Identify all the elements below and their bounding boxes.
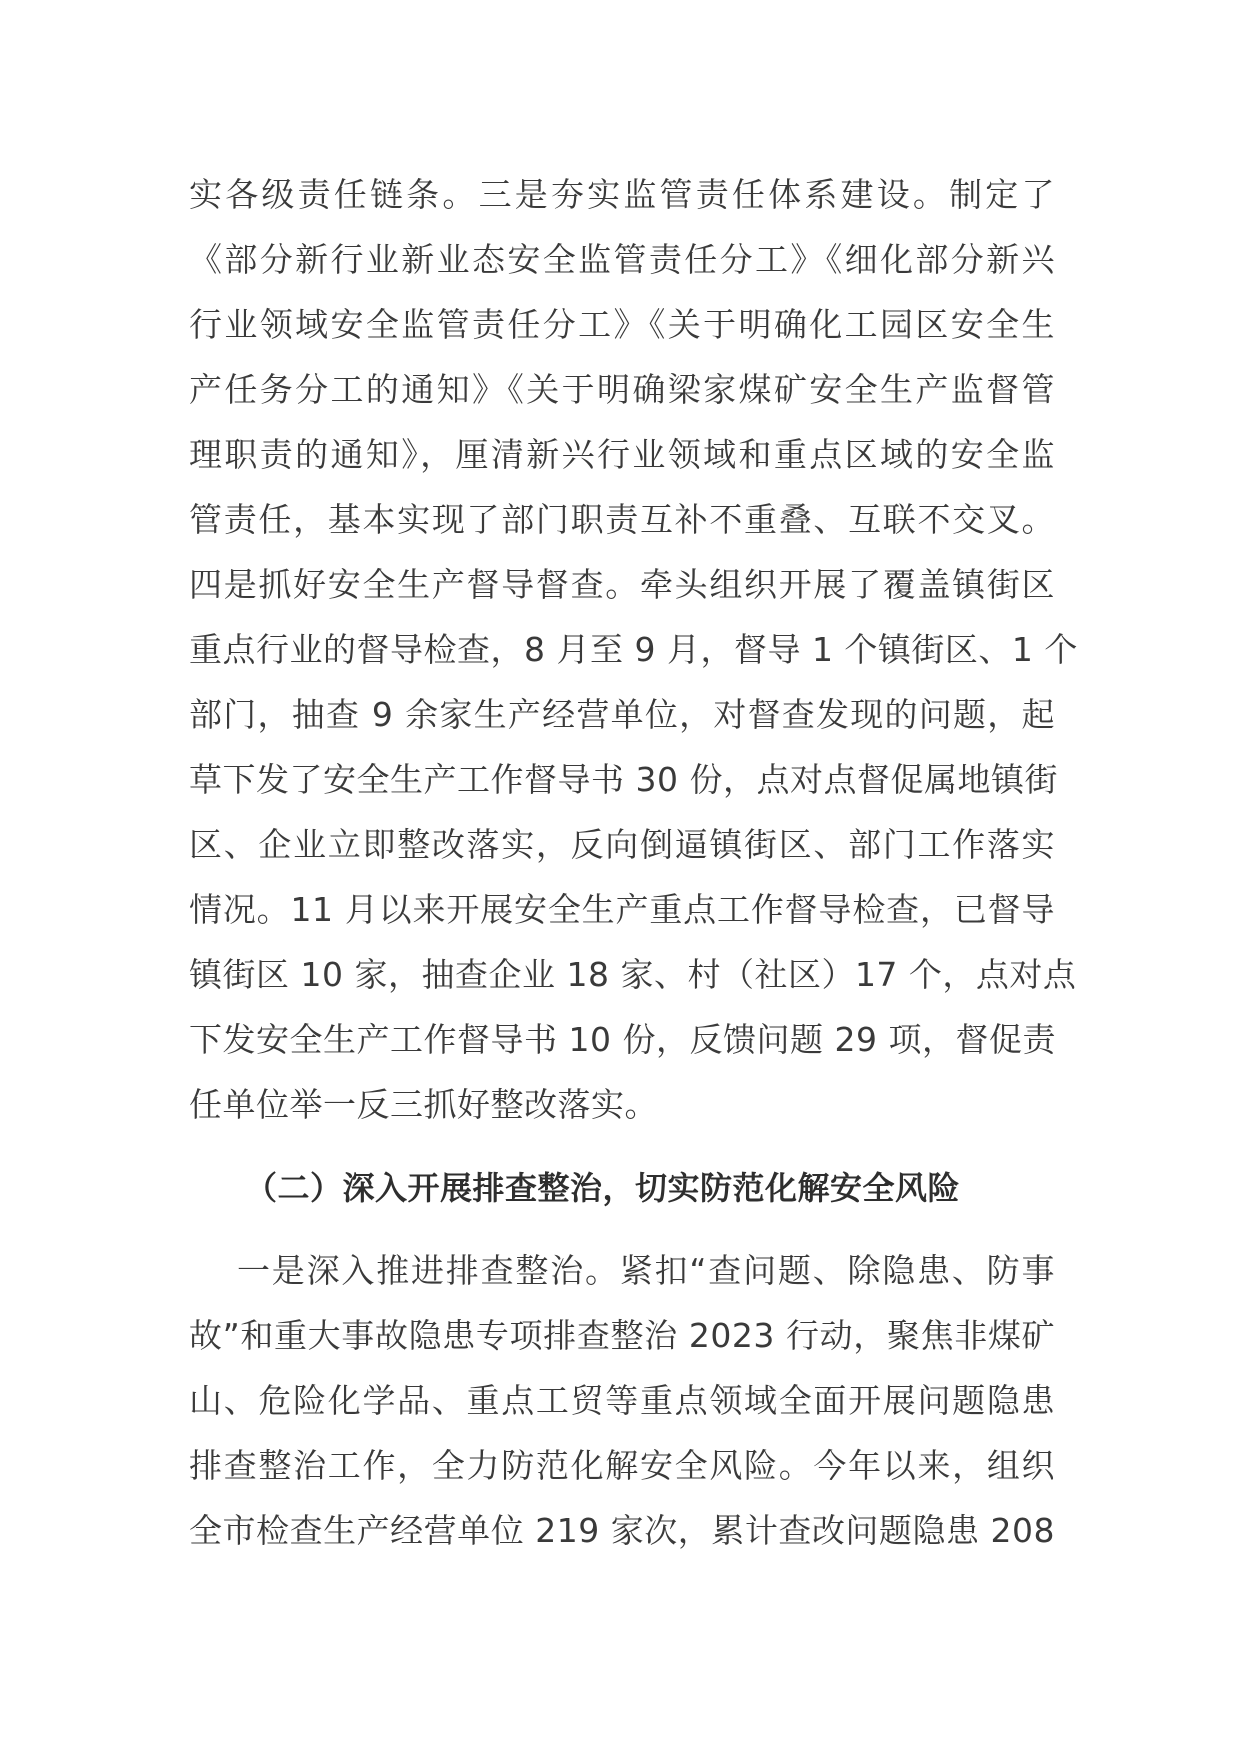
text-line: 理职责的通知》，厘清新兴行业领域和重点区域的安全监 [189,435,1055,474]
text-line: 故”和重大事故隐患专项排查整治 2023 行动，聚焦非煤矿 [189,1316,1055,1355]
text-line: 区、企业立即整改落实，反向倒逼镇街区、部门工作落实 [189,825,1055,864]
text-line: 镇街区 10 家，抽查企业 18 家、村（社区）17 个，点对点 [189,955,1077,994]
text-line: 排查整治工作，全力防范化解安全风险。今年以来，组织 [189,1446,1055,1485]
text-line: 重点行业的督导检查，8 月至 9 月，督导 1 个镇街区、1 个 [189,630,1078,669]
text-line: 部门，抽查 9 余家生产经营单位，对督查发现的问题，起 [189,695,1055,734]
text-line: 产任务分工的通知》《关于明确梁家煤矿安全生产监督管 [189,370,1055,409]
text-line: 四是抓好安全生产督导督查。牵头组织开展了覆盖镇街区 [189,565,1055,604]
text-line: 全市检查生产经营单位 219 家次，累计查改问题隐患 208 [189,1511,1055,1550]
text-line: 《部分新行业新业态安全监管责任分工》《细化部分新兴 [189,240,1055,279]
text-line: 管责任，基本实现了部门职责互补不重叠、互联不交叉。 [189,500,1055,539]
text-line: 草下发了安全生产工作督导书 30 份，点对点督促属地镇街 [189,760,1058,799]
text-line: 任单位举一反三抓好整改落实。 [189,1085,658,1124]
text-line: 一是深入推进排查整治。紧扣“查问题、除隐患、防事 [237,1251,1055,1290]
text-line: 情况。11 月以来开展安全生产重点工作督导检查，已督导 [189,890,1055,929]
text-line: 行业领域安全监管责任分工》《关于明确化工园区安全生 [189,305,1055,344]
text-line: 实各级责任链条。三是夯实监管责任体系建设。制定了 [189,175,1055,214]
text-line: 下发安全生产工作督导书 10 份，反馈问题 29 项，督促责 [189,1020,1056,1059]
text-line: 山、危险化学品、重点工贸等重点领域全面开展问题隐患 [189,1381,1055,1420]
section-heading: （二）深入开展排查整治，切实防范化解安全风险 [245,1169,961,1207]
